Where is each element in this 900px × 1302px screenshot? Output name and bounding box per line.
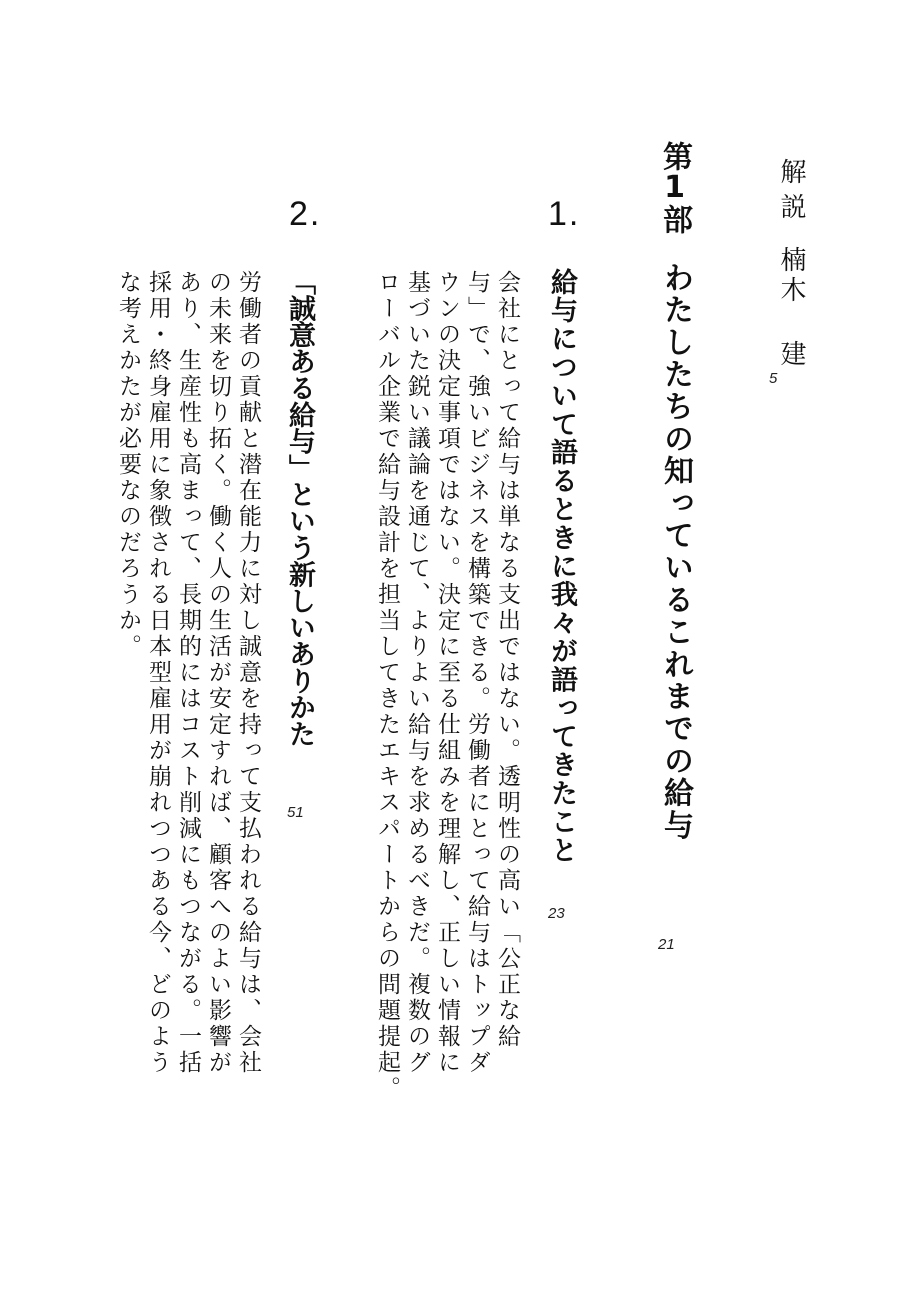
section-1-body-line: ローバル企業で給与設計を担当してきたエキスパートからの問題提起。 <box>374 270 400 1102</box>
part-title: わたしたちの知っているこれまでの給与 <box>658 262 693 842</box>
section-1-body <box>372 270 522 1102</box>
part-label: 第1部 <box>657 141 692 233</box>
section-2-title: 「誠意ある給与」という新しいありかた <box>284 268 315 747</box>
commentary-page-number: 5 <box>769 370 778 387</box>
section-2-body-line: の未来を切り拓く。働く人の生活が安定すれば、顧客へのよい影響が <box>205 270 231 1076</box>
section-1-body-line: 与」で、強いビジネスを構築できる。労働者にとって給与はトップダ <box>464 270 490 1076</box>
section-2-number: 2. <box>289 195 322 233</box>
section-1-page-number: 23 <box>548 905 565 922</box>
section-1-title: 給与について語るときに我々が語ってきたこと <box>546 268 577 865</box>
commentary-author: 楠木 建 <box>776 246 806 370</box>
part-page-number: 21 <box>658 936 675 953</box>
section-2-body-line: 採用・終身雇用に象徴される日本型雇用が崩れつつある今、どのよう <box>145 270 171 1076</box>
section-1-body-line: 会社にとって給与は単なる支出ではない。透明性の高い「公正な給 <box>494 270 520 1050</box>
commentary-label: 解説 <box>776 158 806 228</box>
section-1-body-line: 基づいた鋭い議論を通じて、よりよい給与を求めるべきだ。複数のグ <box>404 270 430 1076</box>
section-2-body-line: あり、生産性も高まって、長期的にはコスト削減にもつながる。一括 <box>175 270 201 1076</box>
section-2-body <box>113 270 263 1076</box>
section-2-body-line: な考えかたが必要なのだろうか。 <box>115 270 141 660</box>
section-2-page-number: 51 <box>287 804 304 821</box>
section-1-body-line: ウンの決定事項ではない。決定に至る仕組みを理解し、正しい情報に <box>434 270 460 1076</box>
section-2-body-line: 労働者の貢献と潜在能力に対し誠意を持って支払われる給与は、会社 <box>235 270 261 1076</box>
section-1-number: 1. <box>548 195 581 233</box>
